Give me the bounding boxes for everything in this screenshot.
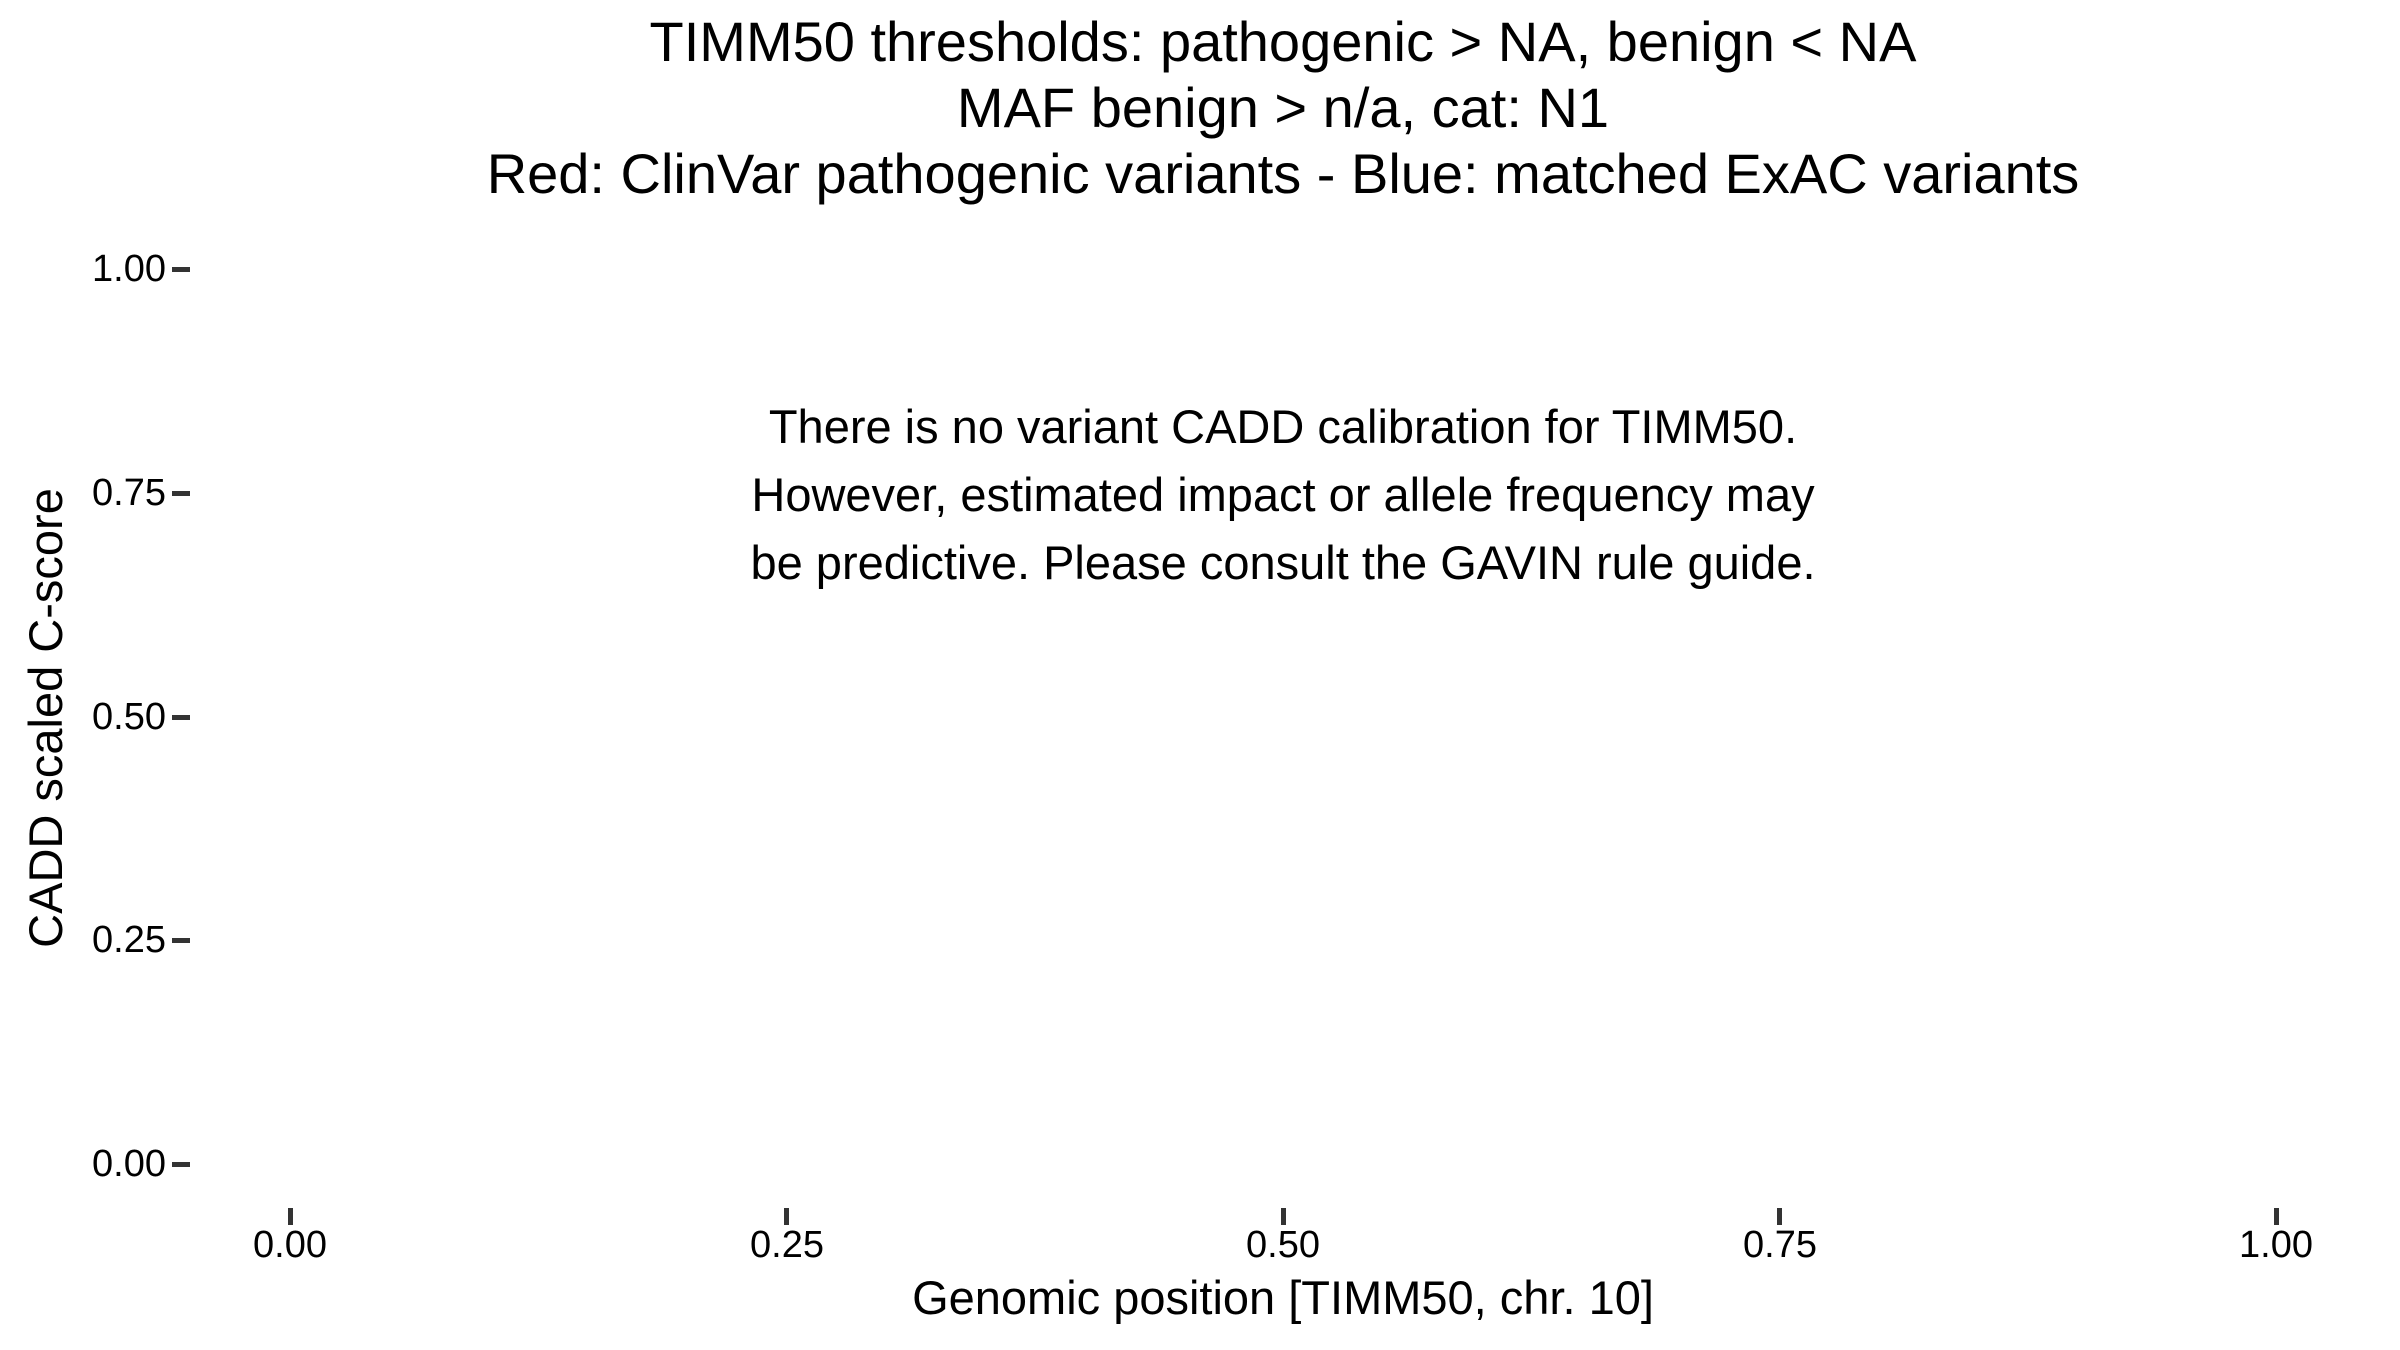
y-axis-title: CADD scaled C-score — [19, 488, 72, 948]
plot-title-block — [487, 9, 2080, 207]
plot-title-line-2: MAF benign > n/a, cat: N1 — [956, 76, 1610, 139]
y-tick-label-0.25: 0.25 — [92, 919, 166, 961]
plot-title-line-3: Red: ClinVar pathogenic variants - Blue: matched ExAC variants — [486, 142, 2080, 205]
y-tick-mark — [172, 267, 190, 272]
y-tick-label-0.50: 0.50 — [92, 696, 166, 738]
y-tick-mark — [172, 715, 190, 720]
x-tick-label-1.00: 1.00 — [2239, 1224, 2313, 1266]
x-tick-label-0.00: 0.00 — [253, 1224, 327, 1266]
x-tick-label-0.25: 0.25 — [750, 1224, 824, 1266]
y-tick-mark — [172, 1162, 190, 1167]
y-tick-mark — [172, 938, 190, 943]
y-tick-label-1.00: 1.00 — [92, 248, 166, 290]
x-tick-label-0.50: 0.50 — [1246, 1224, 1320, 1266]
x-axis-title: Genomic position [TIMM50, chr. 10] — [912, 1271, 1654, 1324]
plot-title-line-1: TIMM50 thresholds: pathogenic > NA, benign < NA — [649, 10, 1917, 73]
annotation-line-3: be predictive. Please consult the GAVIN rule guide. — [750, 536, 1816, 589]
annotation-line-1: There is no variant CADD calibration for TIMM50. — [768, 400, 1798, 453]
annotation-line-2: However, estimated impact or allele frequency may — [751, 468, 1815, 521]
y-tick-label-0.75: 0.75 — [92, 472, 166, 514]
x-tick-label-0.75: 0.75 — [1743, 1224, 1817, 1266]
y-tick-label-0.00: 0.00 — [92, 1143, 166, 1185]
no-calibration-annotation — [750, 393, 1815, 597]
y-tick-mark — [172, 491, 190, 496]
